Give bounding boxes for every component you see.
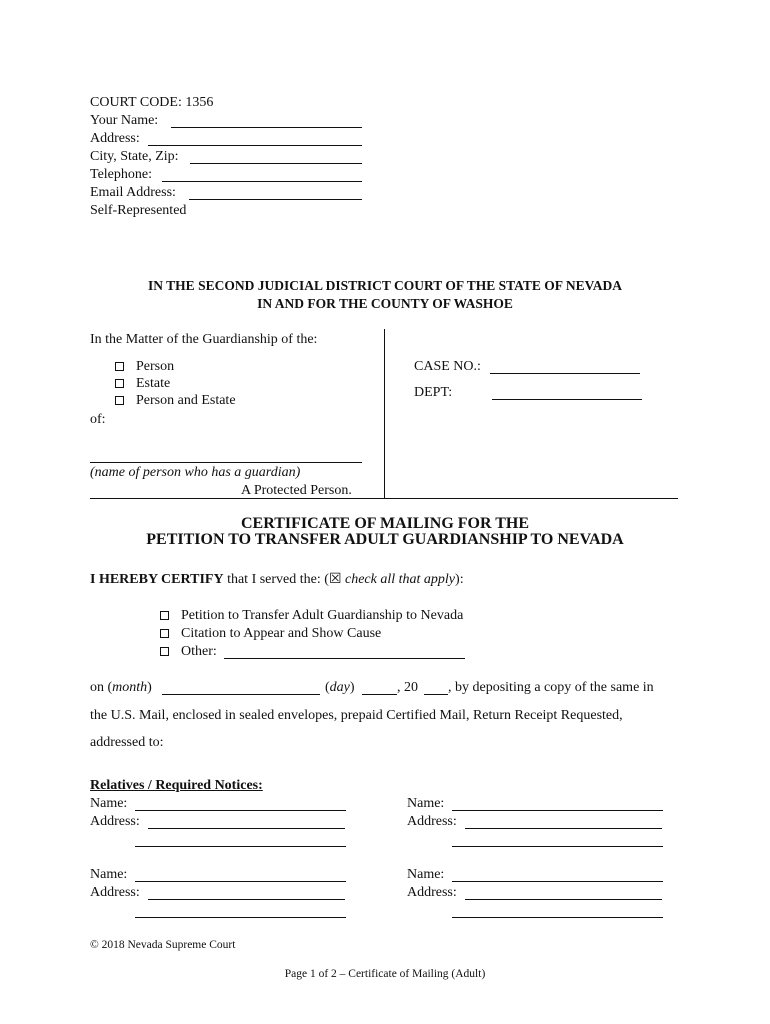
- mailing-line1-rest: , by depositing a copy of the same in: [448, 680, 654, 695]
- dept-label: DEPT:: [414, 385, 453, 400]
- certify-lead: I HEREBY CERTIFY: [90, 572, 224, 587]
- court-heading-line2: IN AND FOR THE COUNTY OF WASHOE: [257, 296, 513, 311]
- protected-person-label: A Protected Person.: [241, 483, 352, 498]
- court-heading-line1: IN THE SECOND JUDICIAL DISTRICT COURT OF THE STATE OF NEVADA: [148, 278, 622, 293]
- document-title-line1: CERTIFICATE OF MAILING FOR THE: [240, 515, 530, 532]
- case-no-field[interactable]: [490, 373, 640, 374]
- relative-name-field[interactable]: [135, 810, 346, 811]
- relative-address-label: Address:: [407, 814, 457, 829]
- self-represented-label: Self-Represented: [90, 203, 187, 218]
- day-label: day: [329, 680, 350, 695]
- month-label: month: [112, 680, 148, 695]
- relatives-heading: Relatives / Required Notices:: [90, 778, 263, 793]
- caption-divider-vertical: [384, 329, 385, 498]
- relative-address-field[interactable]: [148, 899, 345, 900]
- mailing-line3: addressed to:: [90, 735, 164, 750]
- relative-address-label: Address:: [407, 885, 457, 900]
- relative-address-field-line2[interactable]: [452, 846, 663, 847]
- case-no-label: CASE NO.:: [414, 359, 481, 374]
- your-name-field[interactable]: [171, 127, 362, 128]
- relative-name-label: Name:: [90, 867, 128, 882]
- checked-box-icon: ☒: [328, 572, 342, 587]
- month-close: ): [147, 680, 152, 695]
- court-code: COURT CODE: 1356: [90, 95, 214, 110]
- relative-address-label: Address:: [90, 814, 140, 829]
- other-checkbox[interactable]: [160, 647, 169, 656]
- certify-statement: [90, 573, 464, 587]
- relative-address-field-line2[interactable]: [135, 917, 346, 918]
- person-and-estate-checkbox[interactable]: [115, 396, 124, 405]
- copyright: © 2018 Nevada Supreme Court: [90, 939, 236, 951]
- relative-name-label: Name:: [407, 867, 445, 882]
- person-checkbox[interactable]: [115, 362, 124, 371]
- year-prefix: , 20: [397, 680, 418, 695]
- day-close: ): [349, 680, 355, 695]
- estate-option-label: Estate: [136, 376, 171, 391]
- city-state-zip-field[interactable]: [190, 163, 362, 164]
- other-field[interactable]: [224, 658, 465, 659]
- petition-checkbox[interactable]: [160, 611, 169, 620]
- relative-address-field-line2[interactable]: [135, 846, 346, 847]
- relative-address-field[interactable]: [465, 899, 662, 900]
- mailing-line2: the U.S. Mail, enclosed in sealed envelopes, prepaid Certified Mail, Return Receipt Requested,: [90, 708, 623, 723]
- certify-rest: that I served the: (: [223, 572, 329, 587]
- relative-name-field[interactable]: [452, 881, 663, 882]
- month-field[interactable]: [162, 694, 320, 695]
- city-state-zip-label: City, State, Zip:: [90, 149, 179, 164]
- page-number: Page 1 of 2 – Certificate of Mailing (Adult): [284, 968, 486, 980]
- your-name-label: Your Name:: [90, 113, 159, 128]
- telephone-label: Telephone:: [90, 167, 152, 182]
- certify-close: ):: [455, 572, 464, 587]
- relative-address-field[interactable]: [465, 828, 662, 829]
- person-and-estate-option-label: Person and Estate: [136, 393, 236, 408]
- person-option-label: Person: [136, 359, 175, 374]
- day-label-wrap: [325, 681, 355, 695]
- year-field[interactable]: [424, 694, 448, 695]
- relative-address-field-line2[interactable]: [452, 917, 663, 918]
- citation-checkbox[interactable]: [160, 629, 169, 638]
- telephone-field[interactable]: [162, 181, 362, 182]
- document-title-line2: PETITION TO TRANSFER ADULT GUARDIANSHIP TO NEVADA: [146, 531, 624, 548]
- relative-address-field[interactable]: [148, 828, 345, 829]
- on-label: [90, 681, 152, 695]
- dept-field[interactable]: [492, 399, 642, 400]
- day-open: (: [325, 680, 330, 695]
- relative-name-field[interactable]: [135, 881, 346, 882]
- relative-name-label: Name:: [407, 796, 445, 811]
- relative-address-label: Address:: [90, 885, 140, 900]
- address-label: Address:: [90, 131, 140, 146]
- of-label: of:: [90, 412, 106, 427]
- protected-person-hint: (name of person who has a guardian): [90, 465, 301, 480]
- other-item-label: Other:: [181, 644, 217, 659]
- relative-name-label: Name:: [90, 796, 128, 811]
- day-field[interactable]: [362, 694, 397, 695]
- email-label: Email Address:: [90, 185, 176, 200]
- protected-person-name-field[interactable]: [90, 462, 362, 463]
- caption-divider-horizontal: [90, 498, 678, 499]
- relative-name-field[interactable]: [452, 810, 663, 811]
- address-field[interactable]: [148, 145, 362, 146]
- matter-label: In the Matter of the Guardianship of the:: [90, 332, 318, 347]
- email-field[interactable]: [189, 199, 362, 200]
- on-open: on (: [90, 680, 113, 695]
- certify-check-text: check all that apply: [341, 572, 456, 587]
- estate-checkbox[interactable]: [115, 379, 124, 388]
- citation-item-label: Citation to Appear and Show Cause: [181, 626, 382, 641]
- petition-item-label: Petition to Transfer Adult Guardianship to Nevada: [181, 608, 464, 623]
